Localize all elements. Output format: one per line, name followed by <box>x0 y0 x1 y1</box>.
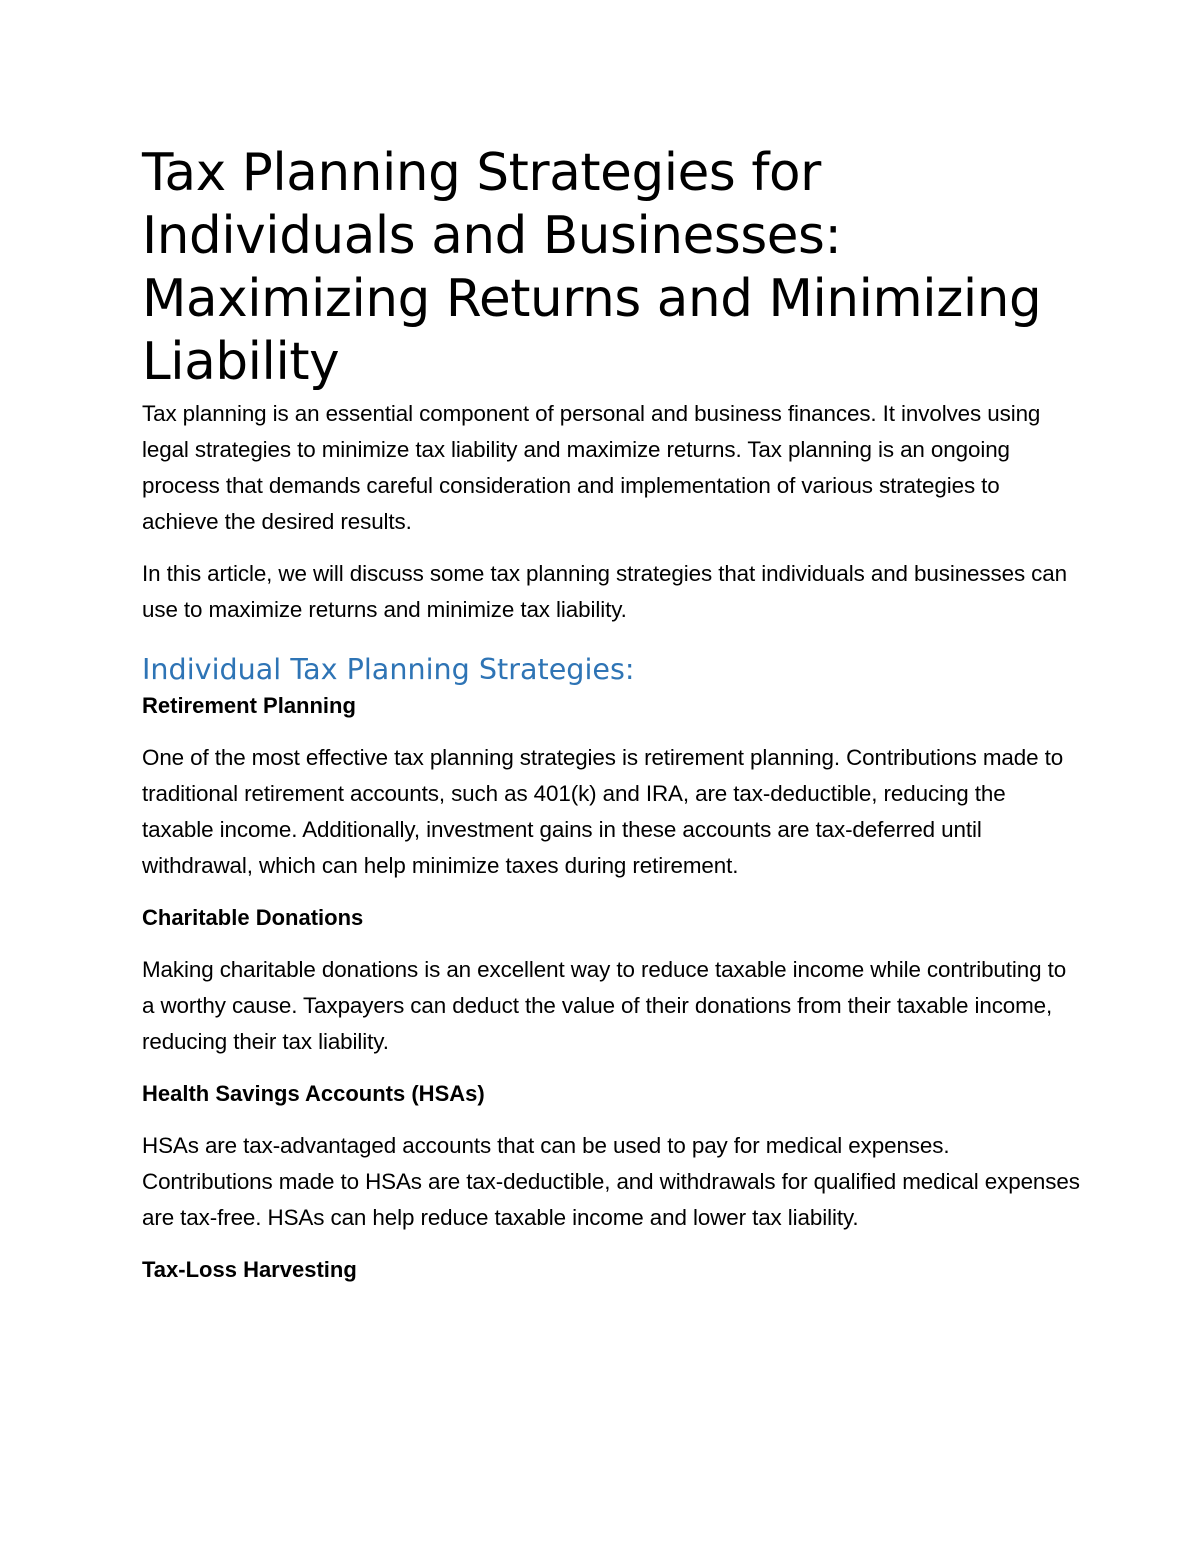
intro-paragraph: Tax planning is an essential component of personal and business finances. It involves using legal strategies to minimize tax liability and maximize returns. Tax planning is an ongoing process that demands careful consideration and implementation of various strategies to achieve the desired results. <box>142 401 1041 534</box>
section-heading: Individual Tax Planning Strategies: <box>142 652 635 686</box>
subsection-heading-tax-loss-harvesting: Tax-Loss Harvesting <box>142 1257 357 1282</box>
subsection-heading-retirement-planning: Retirement Planning <box>142 693 356 718</box>
subsection-paragraph: HSAs are tax-advantaged accounts that can be used to pay for medical expenses. Contributions made to HSAs are tax-deductible, and withdrawals for qualified medical expenses are tax-free. HSAs can help reduce taxable income and lower tax liability. <box>142 1133 1080 1230</box>
document-content <box>142 142 1082 1288</box>
subsection-paragraph: Making charitable donations is an excellent way to reduce taxable income while contributing to a worthy cause. Taxpayers can deduct the value of their donations from their taxable income, reducing their tax liability. <box>142 957 1067 1054</box>
subsection-paragraph: One of the most effective tax planning strategies is retirement planning. Contributions made to traditional retirement accounts, such as 401(k) and IRA, are tax-deductible, reducing the taxable income. Additionally, investment gains in these accounts are tax-deferred until withdrawal, which can help minimize taxes during retirement. <box>142 745 1064 878</box>
subsection-heading-charitable-donations: Charitable Donations <box>142 905 364 930</box>
subsection-heading-hsas: Health Savings Accounts (HSAs) <box>142 1081 485 1106</box>
document-title: Tax Planning Strategies for Individuals and Businesses: Maximizing Returns and Minimizing Liability <box>142 143 1042 392</box>
intro-paragraph: In this article, we will discuss some tax planning strategies that individuals and businesses can use to maximize returns and minimize tax liability. <box>142 561 1067 622</box>
